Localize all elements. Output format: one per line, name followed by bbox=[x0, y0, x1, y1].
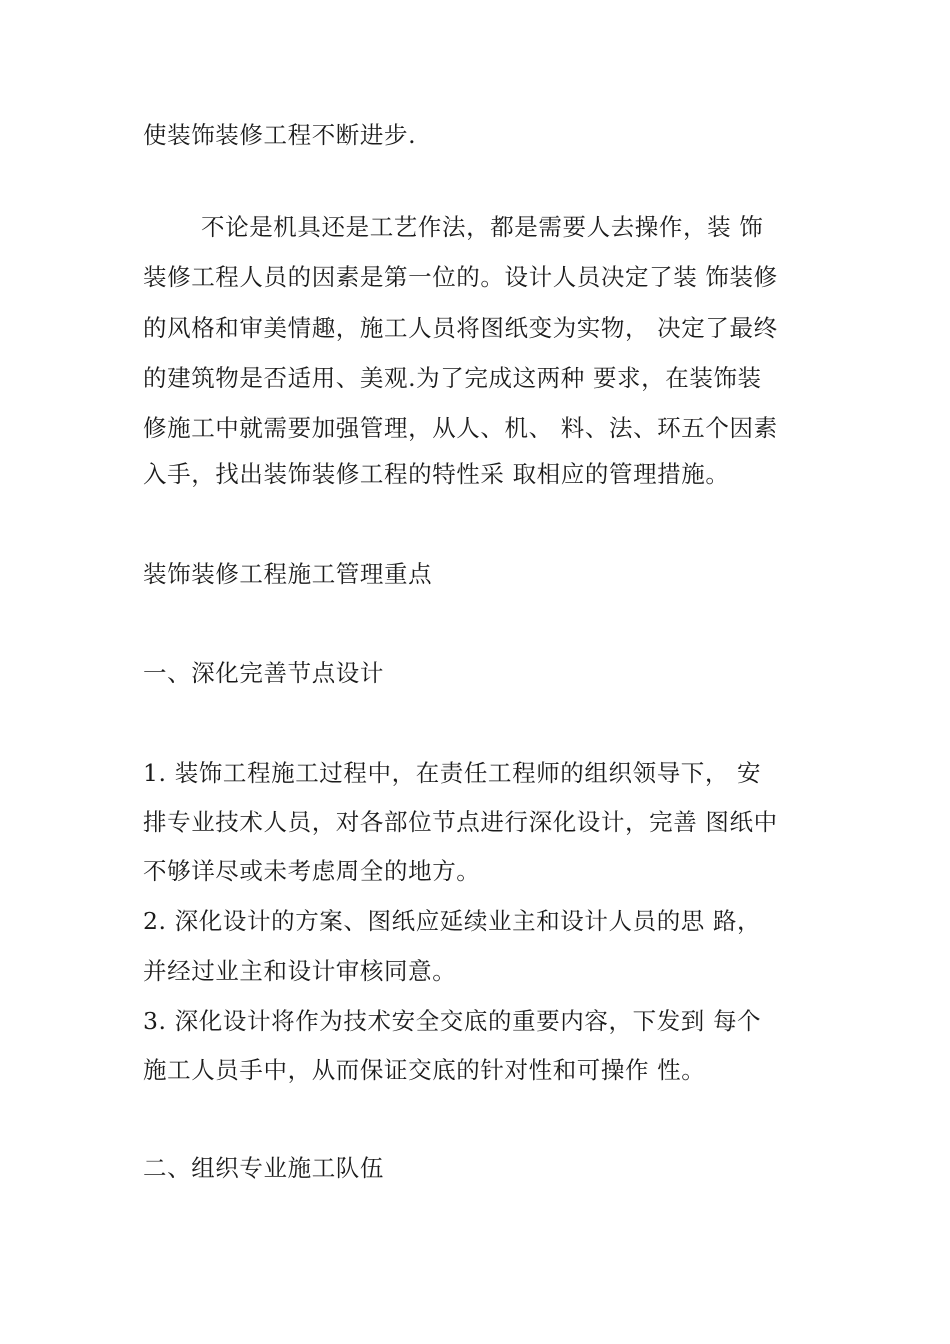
section-heading: 装饰装修工程施工管理重点 bbox=[143, 560, 433, 588]
paragraph-line: 入手，找出装饰装修工程的特性采 取相应的管理措施。 bbox=[143, 460, 730, 488]
paragraph-line: 的建筑物是否适用、美观.为了完成这两种 要求，在装饰装 bbox=[143, 364, 762, 392]
list-item-line: 并经过业主和设计审核同意。 bbox=[143, 957, 457, 985]
list-item-line: 不够详尽或未考虑周全的地方。 bbox=[143, 857, 481, 885]
subsection-heading: 一、深化完善节点设计 bbox=[143, 659, 384, 687]
paragraph-line: 的风格和审美情趣，施工人员将图纸变为实物， 决定了最终 bbox=[143, 314, 778, 342]
paragraph-line: 装修工程人员的因素是第一位的。设计人员决定了装 饰装修 bbox=[143, 263, 778, 291]
list-item-line: 排专业技术人员，对各部位节点进行深化设计，完善 图纸中 bbox=[143, 808, 778, 836]
paragraph-line: 使装饰装修工程不断进步. bbox=[143, 121, 417, 149]
list-item-line: 1. 装饰工程施工过程中，在责任工程师的组织领导下， 安 bbox=[143, 759, 762, 787]
paragraph-line: 不论是机具还是工艺作法，都是需要人去操作，装 饰 bbox=[201, 213, 764, 241]
list-item-line: 3. 深化设计将作为技术安全交底的重要内容，下发到 每个 bbox=[143, 1007, 762, 1035]
list-item-line: 2. 深化设计的方案、图纸应延续业主和设计人员的思 路， bbox=[143, 907, 762, 935]
paragraph-line: 修施工中就需要加强管理，从人、机、 料、法、环五个因素 bbox=[143, 414, 778, 442]
subsection-heading: 二、组织专业施工队伍 bbox=[143, 1154, 384, 1182]
list-item-line: 施工人员手中，从而保证交底的针对性和可操作 性。 bbox=[143, 1056, 706, 1084]
